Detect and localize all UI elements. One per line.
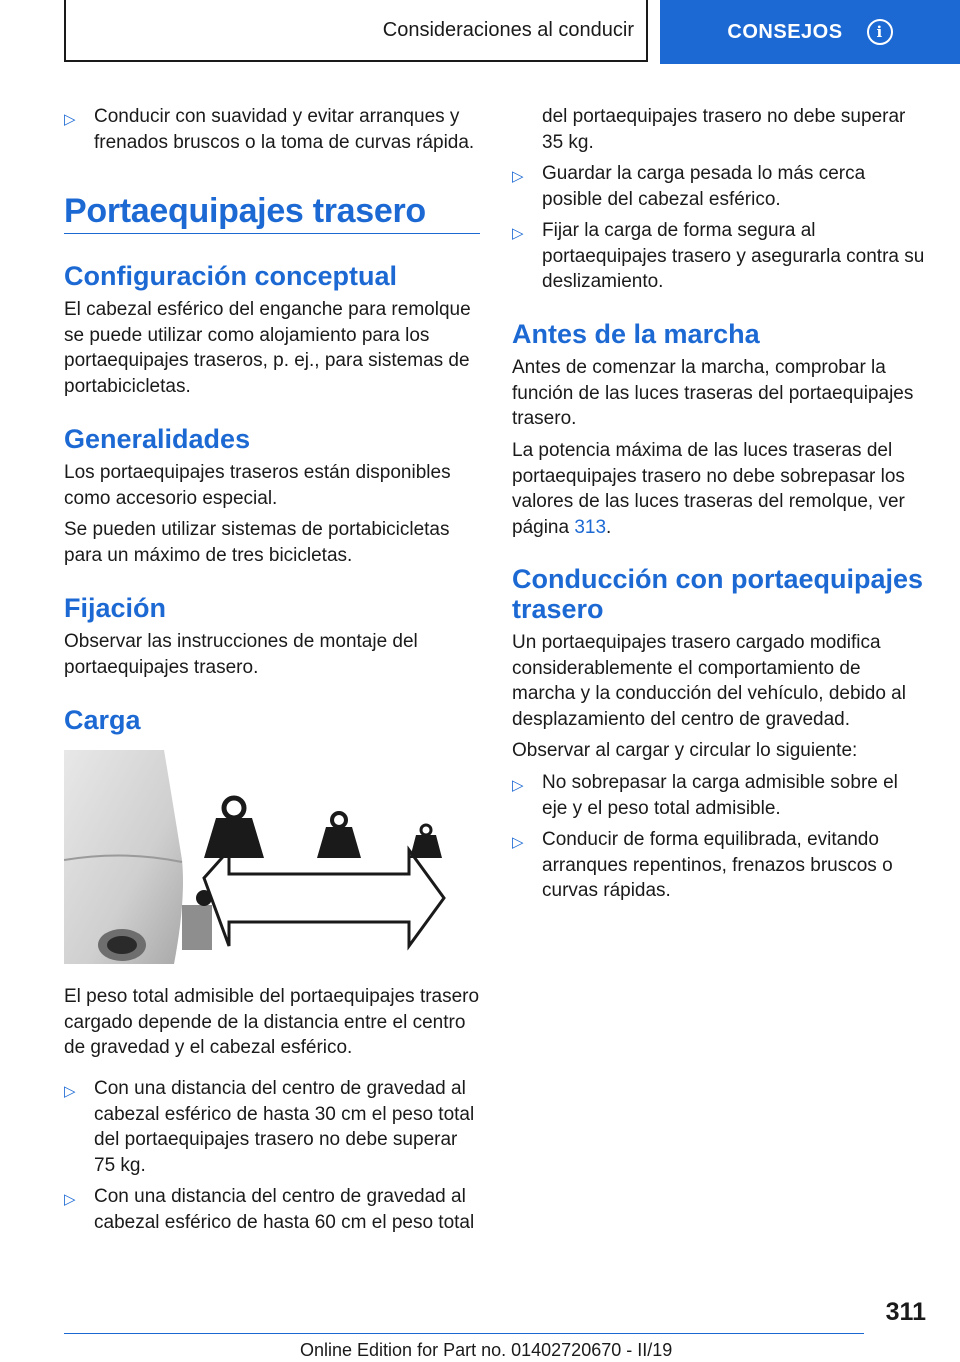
heading-fijacion: Fijación <box>64 593 167 623</box>
section-title-text: Consideraciones al conducir <box>382 18 634 41</box>
list-item-text: Con una distancia del centro de gravedad al cabezal esférico de hasta 60 cm el peso total <box>94 1186 475 1233</box>
paragraph: Los portaequipajes traseros están disponibles como accesorio especial. <box>64 462 451 509</box>
list-item-text: Guardar la carga pesada lo más cerca posible del cabezal esférico. <box>542 163 866 210</box>
list-item <box>64 104 484 155</box>
list-item <box>512 161 926 212</box>
footer-rule <box>64 1333 864 1334</box>
tow-hitch <box>182 905 212 950</box>
list-item-text: Fijar la carga de forma segura al portaequipajes trasero y asegurarla contra su deslizamiento. <box>542 220 925 292</box>
heading-conduccion-line2: trasero <box>512 594 604 624</box>
page-link[interactable]: 313 <box>574 516 607 538</box>
edition-text: Online Edition for Part no. 01402720670 - II/19 <box>300 1340 673 1360</box>
paragraph: Un portaequipajes trasero cargado modifica considerablemente el comportamiento de marcha y la conducción del vehículo, debido al desplazamiento del centro de gravedad. <box>512 632 906 730</box>
list-item <box>64 1076 480 1178</box>
heading-carga: Carga <box>64 705 141 735</box>
paragraph: El peso total admisible del portaequipajes trasero cargado depende de la distancia entre el centro de gravedad y el cabezal esférico. <box>64 986 480 1058</box>
chapter-tab-label: CONSEJOS <box>727 20 843 43</box>
chapter-tab[interactable] <box>660 0 960 64</box>
bullet-icon: ▷ <box>512 777 524 794</box>
info-icon: i <box>867 19 893 45</box>
list-item-text: Conducir con suavidad y evitar arranques y frenados bruscos o la toma de curvas rápida. <box>94 106 475 153</box>
title-rule <box>64 233 480 234</box>
list-item <box>512 770 926 821</box>
list-item-text: Conducir de forma equilibrada, evitando arranques repentinos, frenazos bruscos o curvas rápidas. <box>542 829 893 901</box>
bullet-icon: ▷ <box>64 111 76 128</box>
heading-conduccion: Conducción con portaequipajes <box>512 564 924 594</box>
list-item <box>64 1184 480 1235</box>
list-item <box>512 218 926 295</box>
heading-general: Generalidades <box>64 424 251 454</box>
bullet-icon: ▷ <box>512 168 524 185</box>
paragraph <box>512 438 926 540</box>
paragraph: Se pueden utilizar sistemas de portabicicletas para un máximo de tres bicicletas. <box>64 519 450 566</box>
distance-arrow <box>204 850 444 946</box>
bullet-icon: ▷ <box>64 1083 76 1100</box>
bullet-icon: ▷ <box>512 834 524 851</box>
paragraph: Observar las instrucciones de montaje del portaequipajes trasero. <box>64 631 418 678</box>
paragraph-text: La potencia máxima de las luces traseras del portaequipajes trasero no debe sobrepasar los valores de las luces traseras del remolque, ver página <box>512 440 905 538</box>
heading-config: Configuración conceptual <box>64 261 398 291</box>
page-number: 311 <box>885 1298 926 1326</box>
paragraph-text: . <box>606 516 612 538</box>
list-item <box>512 827 926 904</box>
load-illustration <box>64 750 480 964</box>
section-title <box>64 0 648 62</box>
page-title: Portaequipajes trasero <box>64 192 426 230</box>
weight-medium-icon <box>317 813 361 858</box>
list-item-text: No sobrepasar la carga admisible sobre el eje y el peso total admisible. <box>542 772 898 819</box>
weight-large-icon <box>204 798 264 858</box>
list-item-continuation: del portaequipajes trasero no debe superar 35 kg. <box>542 106 906 153</box>
paragraph: Antes de comenzar la marcha, comprobar la función de las luces traseras del portaequipajes trasero. <box>512 357 914 429</box>
paragraph: El cabezal esférico del enganche para remolque se puede utilizar como alojamiento para los portaequipajes traseros, p. ej., para sistemas de portabicicletas. <box>64 299 471 397</box>
bullet-icon: ▷ <box>64 1191 76 1208</box>
heading-antes: Antes de la marcha <box>512 319 760 349</box>
weight-small-icon <box>410 825 442 858</box>
bullet-icon: ▷ <box>512 225 524 242</box>
page-header <box>64 0 960 64</box>
paragraph: Observar al cargar y circular lo siguiente: <box>512 740 858 761</box>
list-item-text: Con una distancia del centro de gravedad al cabezal esférico de hasta 30 cm el peso total del portaequipajes trasero no debe superar 75 kg. <box>94 1078 475 1176</box>
